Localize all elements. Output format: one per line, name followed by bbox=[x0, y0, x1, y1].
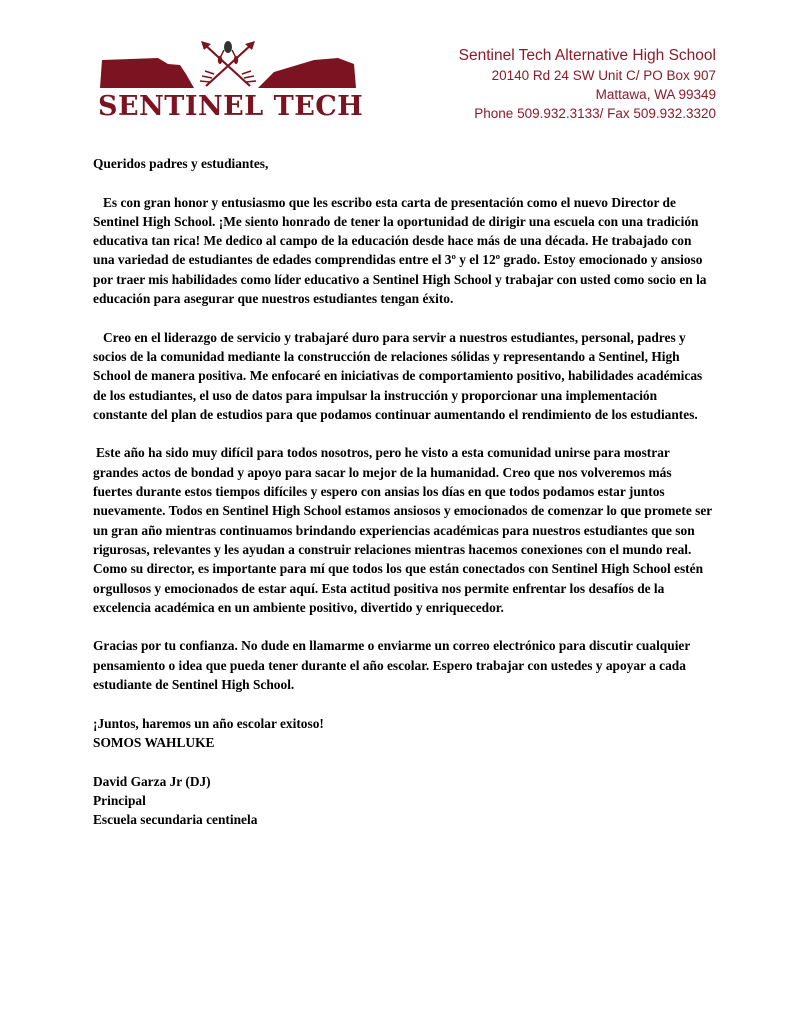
signature-title: Principal bbox=[93, 792, 146, 808]
address-line-2: Mattawa, WA 99349 bbox=[595, 87, 716, 102]
school-contact-block bbox=[459, 46, 716, 123]
school-name: Sentinel Tech Alternative High School bbox=[458, 47, 716, 64]
closing-line-2: SOMOS WAHLUKE bbox=[93, 734, 215, 750]
phone-fax-line: Phone 509.932.3133/ Fax 509.932.3320 bbox=[474, 106, 716, 121]
letter-paragraph-1: Es con gran honor y entusiasmo que les escribo esta carta de presentación como el nuevo Director de Sentinel High School. ¡Me siento honrado de tener la oportunidad de dirigir una escuela con una tradición educativa tan rica! Me dedico al campo de la educación desde hace más de una década. He trabajado con una variedad de estudiantes de edades comprendidas entre el 3º y el 12º grado. Estoy emocionado y ansioso por traer mis habilidades como líder educativo a Sentinel High School y trabajar con usted como socio en la educación para asegurar que nuestros estudiantes tengan éxito. bbox=[93, 194, 707, 307]
logo-wordmark: SENTINEL TECH bbox=[98, 91, 364, 122]
signature-name: David Garza Jr (DJ) bbox=[93, 773, 211, 789]
school-logo bbox=[98, 38, 364, 122]
letter-paragraph-2: Creo en el liderazgo de servicio y trabajaré duro para servir a nuestros estudiantes, personal, padres y socios de la comunidad mediante la construcción de relaciones sólidas y representando a Sentinel, High School de manera positiva. Me enfocaré en iniciativas de comportamiento positivo, habilidades académicas de los estudiantes, el uso de datos para impulsar la instrucción y proporcionar una implementación constante del plan de estudios para que podamos continuar aumentando el rendimiento de los estudiantes. bbox=[93, 329, 703, 422]
signature-school: Escuela secundaria centinela bbox=[93, 812, 258, 828]
closing-line-1: ¡Juntos, haremos un año escolar exitoso! bbox=[93, 715, 324, 731]
letter-body bbox=[93, 154, 713, 829]
address-line-1: 20140 Rd 24 SW Unit C/ PO Box 907 bbox=[491, 68, 716, 83]
letter-paragraph-3: Este año ha sido muy difícil para todos nosotros, pero he visto a esta comunidad unirse para mostrar grandes actos de bondad y apoyo para sacar lo mejor de la humanidad. Creo que nos volveremos más fuertes durante estos tiempos difíciles y espero con ansias los días en que todos podamos estar juntos nuevamente. Todos en Sentinel High School estamos ansiosos y emocionados de comenzar lo que promete ser un gran año mientras continuamos brindando experiencias académicas para nuestros estudiantes que son rigurosas, relevantes y les ayudan a construir relaciones mientras hacemos conexiones con el mundo real. Como su director, es importante para mí que todos los que están conectados con Sentinel High School estén orgullosos y emocionados de estar aquí. Esta actitud positiva nos permite enfrentar los desafíos de la excelencia académica en un ambiente positivo, divertido y enriquecedor. bbox=[93, 445, 712, 615]
letter-greeting: Queridos padres y estudiantes, bbox=[93, 156, 269, 171]
letter-paragraph-4: Gracias por tu confianza. No dude en llamarme o enviarme un correo electrónico para discutir cualquier pensamiento o idea que pueda tener durante el año escolar. Espero trabajar con ustedes y apoyar a cada estudiante de Sentinel High School. bbox=[93, 638, 691, 693]
